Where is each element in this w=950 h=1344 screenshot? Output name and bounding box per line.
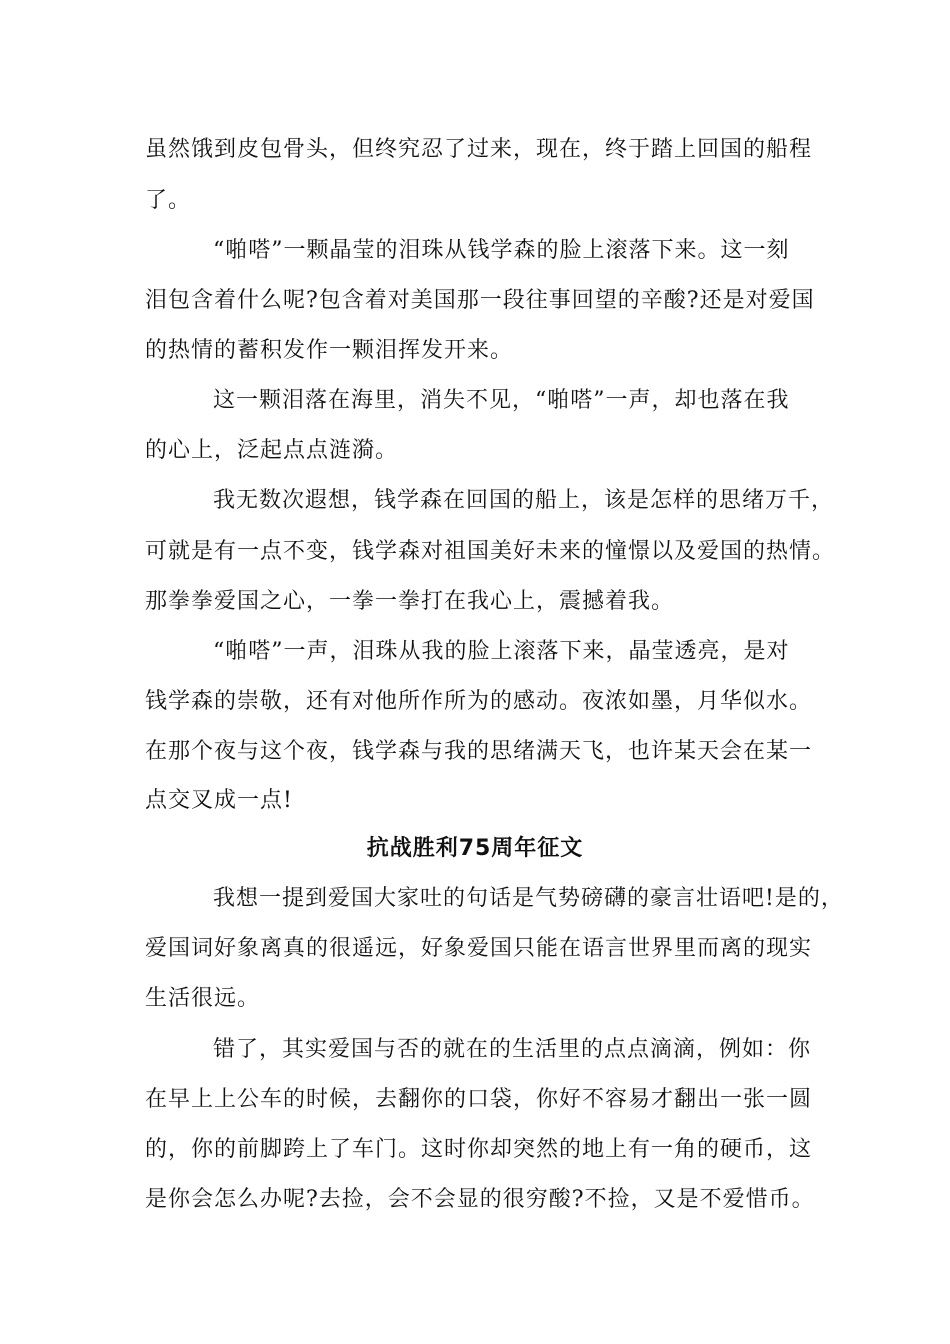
paragraph-line: 爱国词好象离真的很遥远，好象爱国只能在语言世界里而离的现实 bbox=[145, 936, 813, 961]
paragraph-line: 可就是有一点不变，钱学森对祖国美好未来的憧憬以及爱国的热情。 bbox=[145, 539, 836, 564]
paragraph-line: 的心上，泛起点点涟漪。 bbox=[145, 438, 399, 463]
paragraph-line: 错了，其实爱国与否的就在的生活里的点点滴滴，例如：你 bbox=[213, 1037, 812, 1062]
paragraph-line: 了。 bbox=[145, 188, 192, 213]
paragraph-line: 那拳拳爱国之心，一拳一拳打在我心上，震撼着我。 bbox=[145, 589, 675, 614]
paragraph-line: “啪嗒”一颗晶莹的泪珠从钱学森的脸上滚落下来。这一刻 bbox=[213, 238, 790, 263]
paragraph-line: 的热情的蓄积发作一颗泪挥发开来。 bbox=[145, 338, 514, 363]
paragraph-line: 泪包含着什么呢?包含着对美国那一段往事回望的辛酸?还是对爱国 bbox=[145, 288, 815, 313]
section-title: 抗战胜利75周年征文 bbox=[366, 836, 584, 861]
paragraph-line: 虽然饿到皮包骨头，但终究忍了过来，现在，终于踏上回国的船程 bbox=[145, 137, 813, 162]
paragraph-line: 是你会怎么办呢?去捡，会不会显的很穷酸?不捡，又是不爱惜币。 bbox=[145, 1187, 815, 1212]
paragraph-line: 在早上上公车的时候，去翻你的口袋，你好不容易才翻出一张一圆 bbox=[145, 1087, 813, 1112]
paragraph-line: 我无数次遐想，钱学森在回国的船上，该是怎样的思绪万千， bbox=[213, 488, 835, 513]
paragraph-line: “啪嗒”一声，泪珠从我的脸上滚落下来，晶莹透亮，是对 bbox=[213, 639, 790, 664]
paragraph-line: 我想一提到爱国大家吐的句话是气势磅礴的豪言壮语吧!是的， bbox=[213, 886, 844, 911]
paragraph-line: 这一颗泪落在海里，消失不见，“啪嗒”一声，却也落在我 bbox=[213, 388, 790, 413]
paragraph-line: 的，你的前脚跨上了车门。这时你却突然的地上有一角的硬币，这 bbox=[145, 1137, 813, 1162]
paragraph-line: 生活很远。 bbox=[145, 986, 261, 1011]
paragraph-line: 钱学森的崇敬，还有对他所作所为的感动。夜浓如墨，月华似水。 bbox=[145, 689, 813, 714]
paragraph-line: 在那个夜与这个夜，钱学森与我的思绪满天飞，也许某天会在某一 bbox=[145, 739, 813, 764]
paragraph-line: 点交叉成一点! bbox=[145, 788, 293, 813]
